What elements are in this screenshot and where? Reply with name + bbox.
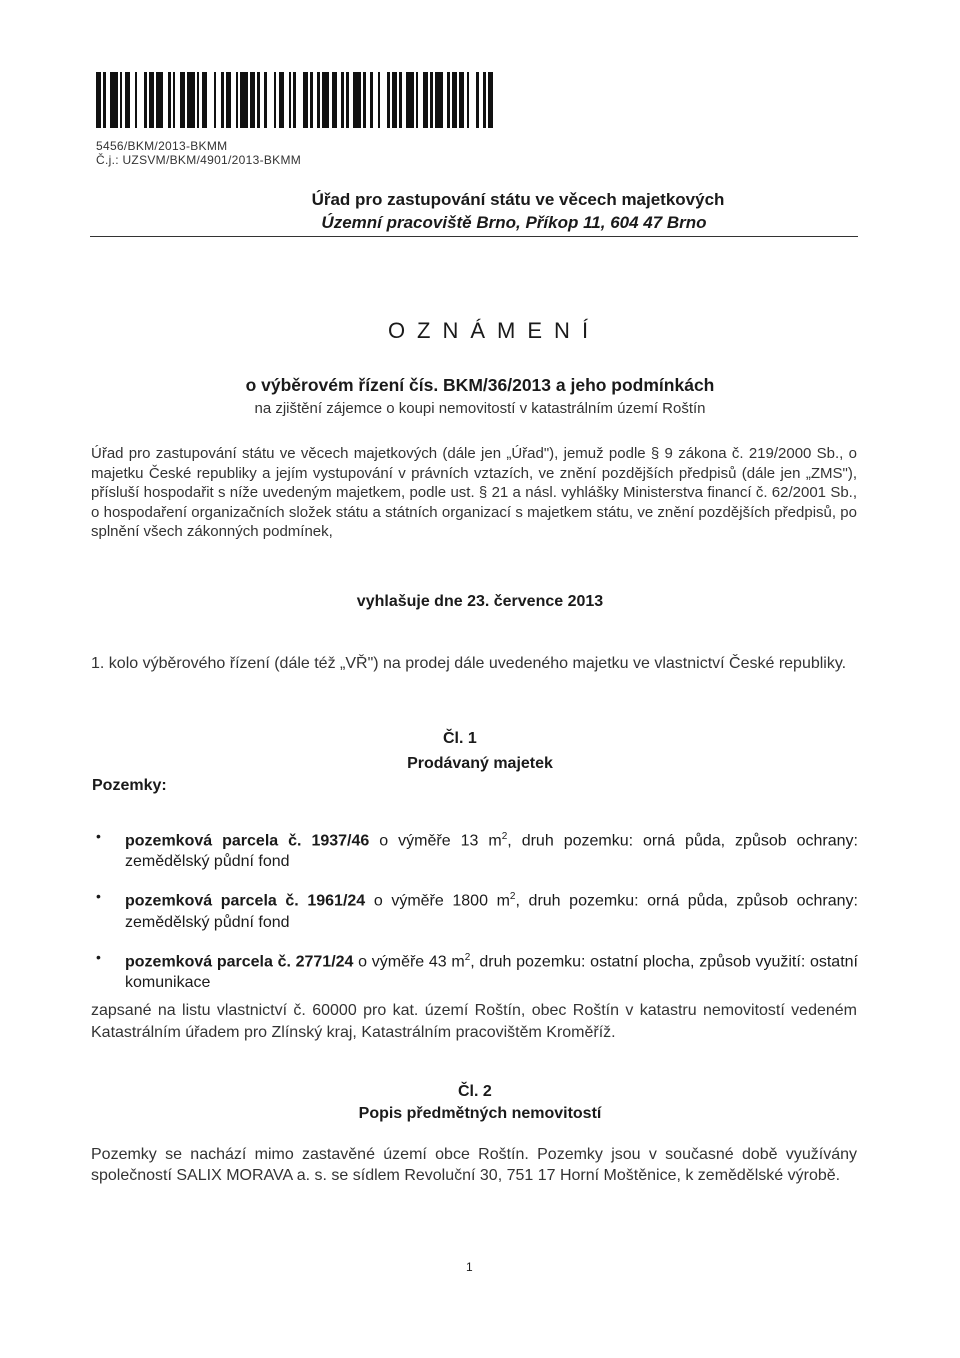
parcel-area-exponent: 2 [464,951,471,963]
barcode-bar [493,72,498,128]
barcode-bar [406,72,413,128]
parcel-item [92,886,858,932]
office-address: Územní pracoviště Brno, Příkop 11, 604 47 Brno [321,213,707,232]
announcement-date: vyhlašuje dne 23. července 2013 [356,593,604,610]
barcode-bar [110,72,117,128]
parcel-area-exponent: 2 [509,891,516,903]
reference-number: 5456/BKM/2013-BKMM [96,139,228,153]
barcode-bar [240,72,247,128]
barcode-bar [380,72,387,128]
parcel-area: o výměře 43 m [353,952,465,970]
parcel-area: o výměře 1800 m [365,892,510,910]
registry-paragraph: zapsané na listu vlastnictví č. 60000 pro kat. území Roštín, obec Roštín v katastru nemovitostí vedeném Katastrálním úřadem pro Zlínský kraj, Katastrálním pracovištěm Kroměříž. [91,1002,857,1041]
bullet-icon: • [96,948,101,965]
page-number: 1 [466,1260,473,1274]
parcel-list [92,826,858,1007]
article-2-title: Popis předmětných nemovitostí [358,1105,602,1122]
article-1-number: Čl. 1 [443,730,477,747]
land-label: Pozemky: [92,777,167,794]
barcode-bar [156,72,163,128]
document-subheading: o výběrovém řízení čís. BKM/36/2013 a jeho podmínkách [245,375,715,395]
barcode-bar [267,72,274,128]
intro-paragraph: Úřad pro zastupování státu ve věcech majetkových (dále jen „Úřad"), jemuž podle § 9 zákona č. 219/2000 Sb., o majetku České republiky a jejím vystupování v právních vztazích, ve znění pozdějších předpisů (dále jen „ZMS"), přísluší hospodařit s níže uvedeným majetkem, podle ust. § 21 a násl. vyhlášky Ministerstva financí č. 62/2001 Sb., o hospodaření organizačních složek státu a státních organizací s majetkem státu, ve znění pozdějších předpisů, po splnění všech zákonných podmínek, [91,445,857,540]
parcel-id: pozemková parcela č. 1961/24 [125,892,366,910]
parcel-details: , druh pozemku: orná půda, způsob ochrany: zemědělský půdní fond [125,832,858,871]
document-heading: OZNÁMENÍ [387,318,601,343]
barcode-bar [296,72,303,128]
barcode-bar [207,72,214,128]
round-paragraph: 1. kolo výběrového řízení (dále též „VŘ") na prodej dále uvedeného majetku ve vlastnictví České republiky. [91,655,847,672]
barcode-bar [322,72,329,128]
parcel-item [92,947,858,993]
parcel-id: pozemková parcela č. 1937/46 [125,832,370,850]
parcel-area: o výměře 13 m [369,832,502,850]
parcel-details: , druh pozemku: ostatní plocha, způsob využití: ostatní komunikace [125,952,858,991]
header-divider [90,236,858,237]
parcel-id: pozemková parcela č. 2771/24 [125,952,354,970]
parcel-area-exponent: 2 [501,831,508,842]
barcode-bar [187,72,194,128]
parcel-details: , druh pozemku: orná půda, způsob ochrany: zemědělský půdní fond [125,892,859,931]
bullet-icon: • [96,888,101,905]
barcode-bar [469,72,476,128]
parcel-item [92,826,858,872]
office-name: Úřad pro zastupování státu ve věcech majetkových [311,190,725,209]
case-number: Č.j.: UZSVM/BKM/4901/2013-BKMM [96,153,302,167]
document-subheading-detail: na zjištění zájemce o koupi nemovitostí v katastrálním území Roštín [254,400,706,417]
barcode-bar [353,72,360,128]
article-1-title: Prodávaný majetek [407,755,553,772]
barcode-bar [137,72,144,128]
bullet-icon: • [96,828,101,844]
description-paragraph: Pozemky se nachází mimo zastavěné území obce Roštín. Pozemky jsou v současné době využívány společností SALIX MORAVA a. s. se sídlem Revoluční 30, 751 17 Horní Moštěnice, k zemědělské výrobě. [91,1146,857,1184]
barcode [96,72,498,128]
barcode-bar [435,72,442,128]
article-2-number: Čl. 2 [458,1083,492,1100]
